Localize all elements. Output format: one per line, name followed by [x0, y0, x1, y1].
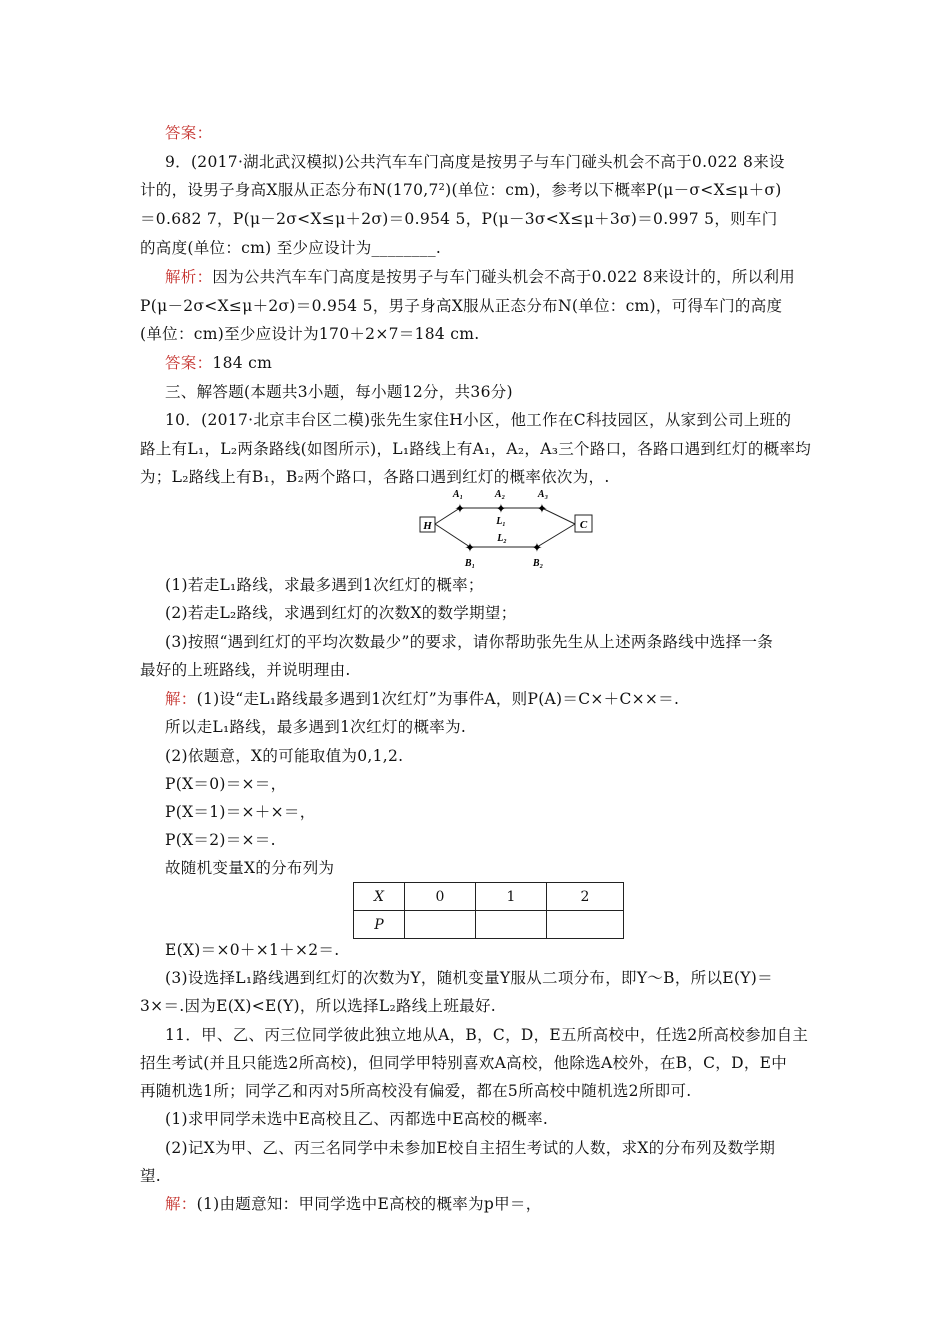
solution-10-line-10: 3×＝.因为E(X)<E(Y)，所以选择L₂路线上班最好. [140, 997, 496, 1015]
solution-label: 解： [165, 1195, 197, 1213]
route-diagram [418, 484, 596, 570]
problem-11-question-2: (2)记X为甲、乙、丙三名同学中未参加E校自主招生考试的人数，求X的分布列及数学期 [165, 1139, 776, 1157]
solution-10-line-1 [165, 688, 845, 710]
problem-9-line-1: 9．(2017·湖北武汉模拟)公共汽车车门高度是按男子与车门碰头机会不高于0.022 8来设 [165, 153, 785, 171]
problem-9-line-3: ＝0.682 7，P(μ－2σ<X≤μ＋2σ)＝0.954 5，P(μ－3σ<X≤μ＋3σ)＝0.997 5，则车门 [140, 210, 778, 228]
solution-10-line-4: P(X＝0)＝×＝， [165, 775, 287, 793]
table-cell [476, 911, 547, 939]
question-2: (2)若走L₂路线，求遇到红灯的次数X的数学期望； [165, 604, 517, 622]
problem-10-line-2: 路上有L₁，L₂两条路线(如图所示)，L₁路线上有A₁，A₂，A₃三个路口，各路口遇到红灯的概率均 [140, 440, 812, 458]
solution-10-line-8: E(X)＝×0＋×1＋×2＝. [165, 941, 340, 959]
table-row [354, 883, 624, 911]
home-label: H [423, 520, 432, 532]
problem-10-line-1: 10．(2017·北京丰台区二模)张先生家住H小区，他工作在C科技园区，从家到公司上班的 [165, 411, 792, 429]
label-b1: B₁ [464, 558, 476, 569]
answer-line-9 [165, 352, 845, 374]
problem-10-line-3: 为；L₂路线上有B₁，B₂两个路口，各路口遇到红灯的概率依次为，. [140, 468, 610, 486]
solution-11-line-1 [165, 1193, 845, 1215]
solution-10-line-7: 故随机变量X的分布列为 [165, 859, 335, 877]
table-cell [547, 911, 624, 939]
distribution-table [353, 882, 624, 939]
label-l1: L₁ [496, 516, 506, 527]
junction-b2-icon: ✦ [531, 541, 543, 556]
question-1: (1)若走L₁路线，求最多遇到1次红灯的概率； [165, 576, 484, 594]
line-text: (1)设“走L₁路线最多遇到1次红灯”为事件A，则P(A)＝C×＋C××＝. [196, 690, 680, 708]
problem-11-line-2: 招生考试(并且只能选2所高校)，但同学甲特别喜欢A高校，他除选A校外，在B，C，D，E中 [140, 1054, 788, 1072]
answer-line-8 [165, 122, 845, 144]
solution-10-line-6: P(X＝2)＝×＝. [165, 831, 276, 849]
solution-10-line-3: (2)依题意，X的可能取值为0,1,2. [165, 747, 404, 765]
company-label: C [579, 519, 588, 531]
junction-a1-icon: ✦ [454, 502, 466, 517]
problem-11-line-1: 11．甲、乙、丙三位同学彼此独立地从A，B，C，D，E五所高校中，任选2所高校参加自主 [165, 1026, 809, 1044]
table-cell: 2 [547, 883, 624, 911]
section-heading: 三、解答题(本题共3小题，每小题12分，共36分) [165, 383, 513, 401]
analysis-label: 解析： [165, 268, 213, 286]
label-b2: B₂ [532, 558, 544, 569]
solution-10-line-9: (3)设选择L₁路线遇到红灯的次数为Y，随机变量Y服从二项分布，即Y～B，所以E(Y)＝ [165, 969, 773, 987]
problem-9-line-4: 的高度(单位：cm) 至少应设计为________. [140, 239, 442, 257]
answer-label: 答案： [165, 354, 213, 372]
table-cell: 0 [405, 883, 476, 911]
question-3-line-1: (3)按照“遇到红灯的平均次数最少”的要求，请你帮助张先生从上述两条路线中选择一条 [165, 633, 774, 651]
answer-value: 184 cm [212, 354, 273, 372]
table-cell: X [354, 883, 405, 911]
label-a2: A₂ [494, 489, 506, 500]
table-row [354, 911, 624, 939]
question-3-line-2: 最好的上班路线，并说明理由. [140, 661, 351, 679]
solution-label: 解： [165, 690, 197, 708]
junction-a2-icon: ✦ [495, 502, 507, 517]
solution-10-line-2: 所以走L₁路线，最多遇到1次红灯的概率为. [165, 718, 467, 736]
problem-9-line-2: 计的，设男子身高X服从正态分布N(170,7²)(单位：cm)，参考以下概率P(μ－σ<X≤μ＋σ) [140, 181, 782, 199]
analysis-line-2: P(μ－2σ<X≤μ＋2σ)＝0.954 5，男子身高X服从正态分布N(单位：cm)，可得车门的高度 [140, 297, 783, 315]
answer-label: 答案： [165, 124, 213, 142]
table-cell: 1 [476, 883, 547, 911]
table-cell: P [354, 911, 405, 939]
label-a1: A₁ [452, 489, 464, 500]
solution-10-line-5: P(X＝1)＝×＋×＝， [165, 803, 316, 821]
junction-a3-icon: ✦ [536, 502, 548, 517]
line-text: 因为公共汽车车门高度是按男子与车门碰头机会不高于0.022 8来设计的，所以利用 [212, 268, 796, 286]
table-cell [405, 911, 476, 939]
analysis-line-1 [165, 266, 845, 288]
problem-11-line-3: 再随机选1所；同学乙和丙对5所高校没有偏爱，都在5所高校中随机选2所即可. [140, 1082, 692, 1100]
analysis-line-3: (单位：cm)至少应设计为170＋2×7＝184 cm. [140, 325, 480, 343]
label-l2: L₂ [497, 533, 507, 544]
line-text: (1)由题意知：甲同学选中E高校的概率为p甲＝， [196, 1195, 542, 1213]
label-a3: A₃ [537, 489, 549, 500]
problem-11-question-1: (1)求甲同学未选中E高校且乙、丙都选中E高校的概率. [165, 1110, 549, 1128]
junction-b1-icon: ✦ [464, 541, 476, 556]
problem-11-question-2-cont: 望. [140, 1167, 162, 1185]
